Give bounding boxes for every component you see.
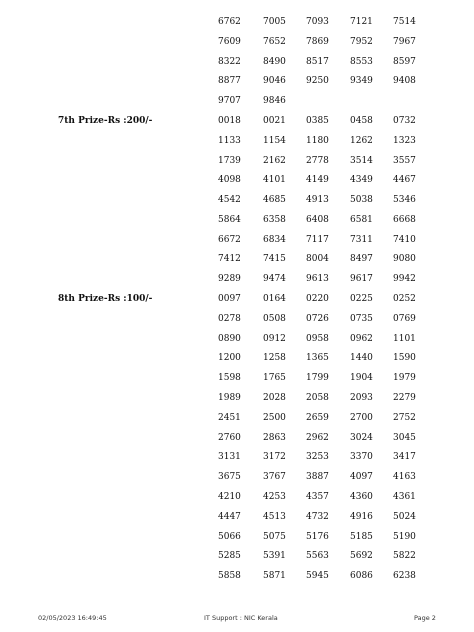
ticket-number: 0732 bbox=[393, 115, 416, 126]
table-row bbox=[0, 32, 474, 52]
table-row bbox=[0, 467, 474, 487]
ticket-number: 9080 bbox=[393, 254, 416, 265]
ticket-number: 7093 bbox=[306, 17, 329, 27]
ticket-number: 7952 bbox=[350, 36, 373, 47]
ticket-number: 2451 bbox=[218, 412, 241, 423]
table-row bbox=[0, 249, 474, 269]
ticket-number: 0912 bbox=[263, 333, 286, 344]
ticket-number: 1739 bbox=[218, 155, 241, 166]
table-row bbox=[0, 309, 474, 329]
ticket-number: 4916 bbox=[350, 511, 373, 522]
ticket-number: 3887 bbox=[306, 472, 329, 483]
table-row bbox=[0, 408, 474, 428]
ticket-number: 5871 bbox=[263, 571, 286, 582]
ticket-number: 1180 bbox=[306, 135, 329, 146]
ticket-number: 1262 bbox=[350, 135, 373, 146]
ticket-number: 2778 bbox=[306, 155, 329, 166]
ticket-number: 7005 bbox=[263, 17, 286, 27]
ticket-number: 9846 bbox=[263, 96, 286, 107]
ticket-number: 7869 bbox=[306, 36, 329, 47]
ticket-number: 5822 bbox=[393, 551, 416, 562]
ticket-number: 2752 bbox=[393, 412, 416, 423]
ticket-number: 3253 bbox=[306, 452, 329, 463]
table-row bbox=[0, 487, 474, 507]
ticket-number: 6581 bbox=[350, 214, 373, 225]
ticket-number: 5066 bbox=[218, 531, 241, 542]
table-row bbox=[0, 447, 474, 467]
ticket-number: 2028 bbox=[263, 393, 286, 403]
ticket-number: 4467 bbox=[393, 175, 416, 186]
ticket-number: 1598 bbox=[218, 373, 241, 384]
ticket-number: 1258 bbox=[263, 353, 286, 364]
ticket-number: 0735 bbox=[350, 313, 373, 324]
ticket-number: 4361 bbox=[393, 491, 416, 502]
ticket-number: 7121 bbox=[350, 17, 373, 27]
ticket-number: 8553 bbox=[350, 56, 373, 67]
table-row bbox=[0, 210, 474, 230]
ticket-number: 5285 bbox=[218, 551, 241, 562]
ticket-number: 4360 bbox=[350, 491, 373, 502]
ticket-number: 5858 bbox=[218, 571, 241, 582]
ticket-number: 5391 bbox=[263, 551, 286, 562]
ticket-number: 4163 bbox=[393, 472, 416, 483]
ticket-number: 2760 bbox=[218, 432, 241, 443]
footer-page-number: Page 2 bbox=[414, 614, 436, 622]
ticket-number: 5185 bbox=[350, 531, 373, 542]
ticket-number: 0890 bbox=[218, 333, 241, 344]
ticket-number: 6408 bbox=[306, 214, 329, 225]
footer-timestamp: 02/05/2023 16:49:45 bbox=[38, 614, 107, 622]
ticket-number: 0252 bbox=[393, 294, 416, 305]
ticket-number: 0769 bbox=[393, 313, 416, 324]
ticket-number: 9046 bbox=[263, 76, 286, 87]
ticket-number: 7311 bbox=[350, 234, 373, 245]
ticket-number: 6238 bbox=[393, 571, 416, 582]
ticket-number: 2700 bbox=[350, 412, 373, 423]
ticket-number: 2962 bbox=[306, 432, 329, 443]
ticket-number: 4101 bbox=[263, 175, 286, 186]
ticket-number: 4447 bbox=[218, 511, 241, 522]
ticket-number: 4685 bbox=[263, 195, 286, 206]
ticket-number: 3675 bbox=[218, 472, 241, 483]
ticket-number: 5075 bbox=[263, 531, 286, 542]
ticket-number: 2093 bbox=[350, 393, 373, 403]
ticket-number: 7609 bbox=[218, 36, 241, 47]
ticket-number: 0021 bbox=[263, 115, 286, 126]
ticket-number: 5024 bbox=[393, 511, 416, 522]
ticket-number: 5864 bbox=[218, 214, 241, 225]
ticket-number: 1154 bbox=[263, 135, 286, 146]
ticket-number: 1133 bbox=[218, 135, 241, 146]
ticket-number: 1323 bbox=[393, 135, 416, 146]
ticket-number: 4357 bbox=[306, 491, 329, 502]
ticket-number: 6762 bbox=[218, 17, 241, 27]
ticket-number: 0458 bbox=[350, 115, 373, 126]
ticket-number: 4149 bbox=[306, 175, 329, 186]
ticket-number: 5038 bbox=[350, 195, 373, 206]
table-row bbox=[0, 368, 474, 388]
ticket-number: 8597 bbox=[393, 56, 416, 67]
prize-label: 7th Prize-Rs :200/- bbox=[58, 115, 153, 126]
table-row bbox=[0, 151, 474, 171]
ticket-number: 1365 bbox=[306, 353, 329, 364]
table-row bbox=[0, 52, 474, 72]
ticket-number: 7967 bbox=[393, 36, 416, 47]
ticket-number: 4913 bbox=[306, 195, 329, 206]
ticket-number: 0962 bbox=[350, 333, 373, 344]
table-row bbox=[0, 230, 474, 250]
ticket-number: 4349 bbox=[350, 175, 373, 186]
ticket-number: 9617 bbox=[350, 274, 373, 285]
ticket-number: 9349 bbox=[350, 76, 373, 87]
ticket-number: 2863 bbox=[263, 432, 286, 443]
ticket-number: 0220 bbox=[306, 294, 329, 305]
ticket-number: 0726 bbox=[306, 313, 329, 324]
ticket-number: 8517 bbox=[306, 56, 329, 67]
ticket-number: 9289 bbox=[218, 274, 241, 285]
ticket-number: 6086 bbox=[350, 571, 373, 582]
ticket-number: 0097 bbox=[218, 294, 241, 305]
ticket-number: 2058 bbox=[306, 393, 329, 403]
ticket-number: 6358 bbox=[263, 214, 286, 225]
ticket-number: 2500 bbox=[263, 412, 286, 423]
ticket-number: 9707 bbox=[218, 96, 241, 107]
ticket-number: 9474 bbox=[263, 274, 286, 285]
ticket-number: 4253 bbox=[263, 491, 286, 502]
ticket-number: 3514 bbox=[350, 155, 373, 166]
ticket-number: 8497 bbox=[350, 254, 373, 265]
ticket-number: 4542 bbox=[218, 195, 241, 206]
table-row bbox=[0, 289, 474, 309]
table-row bbox=[0, 91, 474, 111]
ticket-number: 1989 bbox=[218, 393, 241, 403]
table-row bbox=[0, 131, 474, 151]
table-row bbox=[0, 71, 474, 91]
ticket-number: 4210 bbox=[218, 491, 241, 502]
ticket-number: 1765 bbox=[263, 373, 286, 384]
ticket-number: 3172 bbox=[263, 452, 286, 463]
ticket-number: 8877 bbox=[218, 76, 241, 87]
ticket-number: 4098 bbox=[218, 175, 241, 186]
table-row bbox=[0, 12, 474, 32]
ticket-number: 1440 bbox=[350, 353, 373, 364]
ticket-number: 4513 bbox=[263, 511, 286, 522]
ticket-number: 0225 bbox=[350, 294, 373, 305]
table-row bbox=[0, 269, 474, 289]
ticket-number: 2659 bbox=[306, 412, 329, 423]
ticket-number: 3370 bbox=[350, 452, 373, 463]
ticket-number: 5692 bbox=[350, 551, 373, 562]
ticket-number: 4732 bbox=[306, 511, 329, 522]
ticket-number: 1799 bbox=[306, 373, 329, 384]
ticket-number: 0958 bbox=[306, 333, 329, 344]
ticket-number: 6672 bbox=[218, 234, 241, 245]
ticket-number: 7117 bbox=[306, 234, 329, 245]
ticket-number: 5563 bbox=[306, 551, 329, 562]
ticket-number: 5346 bbox=[393, 195, 416, 206]
ticket-number: 1101 bbox=[393, 333, 416, 344]
ticket-number: 3767 bbox=[263, 472, 286, 483]
table-row bbox=[0, 329, 474, 349]
ticket-number: 1200 bbox=[218, 353, 241, 364]
ticket-number: 0164 bbox=[263, 294, 286, 305]
ticket-number: 9613 bbox=[306, 274, 329, 285]
footer-support: IT Support : NIC Kerala bbox=[204, 614, 278, 622]
ticket-number: 3131 bbox=[218, 452, 241, 463]
ticket-number: 4097 bbox=[350, 472, 373, 483]
ticket-number: 7652 bbox=[263, 36, 286, 47]
table-row bbox=[0, 507, 474, 527]
table-row bbox=[0, 348, 474, 368]
ticket-number: 7412 bbox=[218, 254, 241, 265]
ticket-number: 5176 bbox=[306, 531, 329, 542]
ticket-number: 0018 bbox=[218, 115, 241, 126]
ticket-number: 9408 bbox=[393, 76, 416, 87]
table-row bbox=[0, 190, 474, 210]
ticket-number: 9250 bbox=[306, 76, 329, 87]
table-row bbox=[0, 170, 474, 190]
ticket-number: 9942 bbox=[393, 274, 416, 285]
ticket-number: 3045 bbox=[393, 432, 416, 443]
table-row bbox=[0, 566, 474, 586]
ticket-number: 7514 bbox=[393, 17, 416, 27]
table-row bbox=[0, 527, 474, 547]
table-row bbox=[0, 111, 474, 131]
ticket-number: 3557 bbox=[393, 155, 416, 166]
table-row bbox=[0, 388, 474, 408]
ticket-number: 6668 bbox=[393, 214, 416, 225]
prize-label: 8th Prize-Rs :100/- bbox=[58, 294, 153, 305]
table-row bbox=[0, 546, 474, 566]
ticket-number: 8490 bbox=[263, 56, 286, 67]
ticket-number: 8322 bbox=[218, 56, 241, 67]
ticket-number: 7415 bbox=[263, 254, 286, 265]
ticket-number: 0278 bbox=[218, 313, 241, 324]
ticket-number: 1590 bbox=[393, 353, 416, 364]
ticket-number: 8004 bbox=[306, 254, 329, 265]
ticket-number: 5190 bbox=[393, 531, 416, 542]
ticket-number: 1979 bbox=[393, 373, 416, 384]
ticket-number: 7410 bbox=[393, 234, 416, 245]
ticket-number: 3024 bbox=[350, 432, 373, 443]
ticket-number: 0385 bbox=[306, 115, 329, 126]
ticket-number: 3417 bbox=[393, 452, 416, 463]
ticket-number: 5945 bbox=[306, 571, 329, 582]
ticket-number: 2279 bbox=[393, 393, 416, 403]
ticket-number: 0508 bbox=[263, 313, 286, 324]
ticket-number: 2162 bbox=[263, 155, 286, 166]
ticket-number: 1904 bbox=[350, 373, 373, 384]
ticket-number: 6834 bbox=[263, 234, 286, 245]
table-row bbox=[0, 428, 474, 448]
